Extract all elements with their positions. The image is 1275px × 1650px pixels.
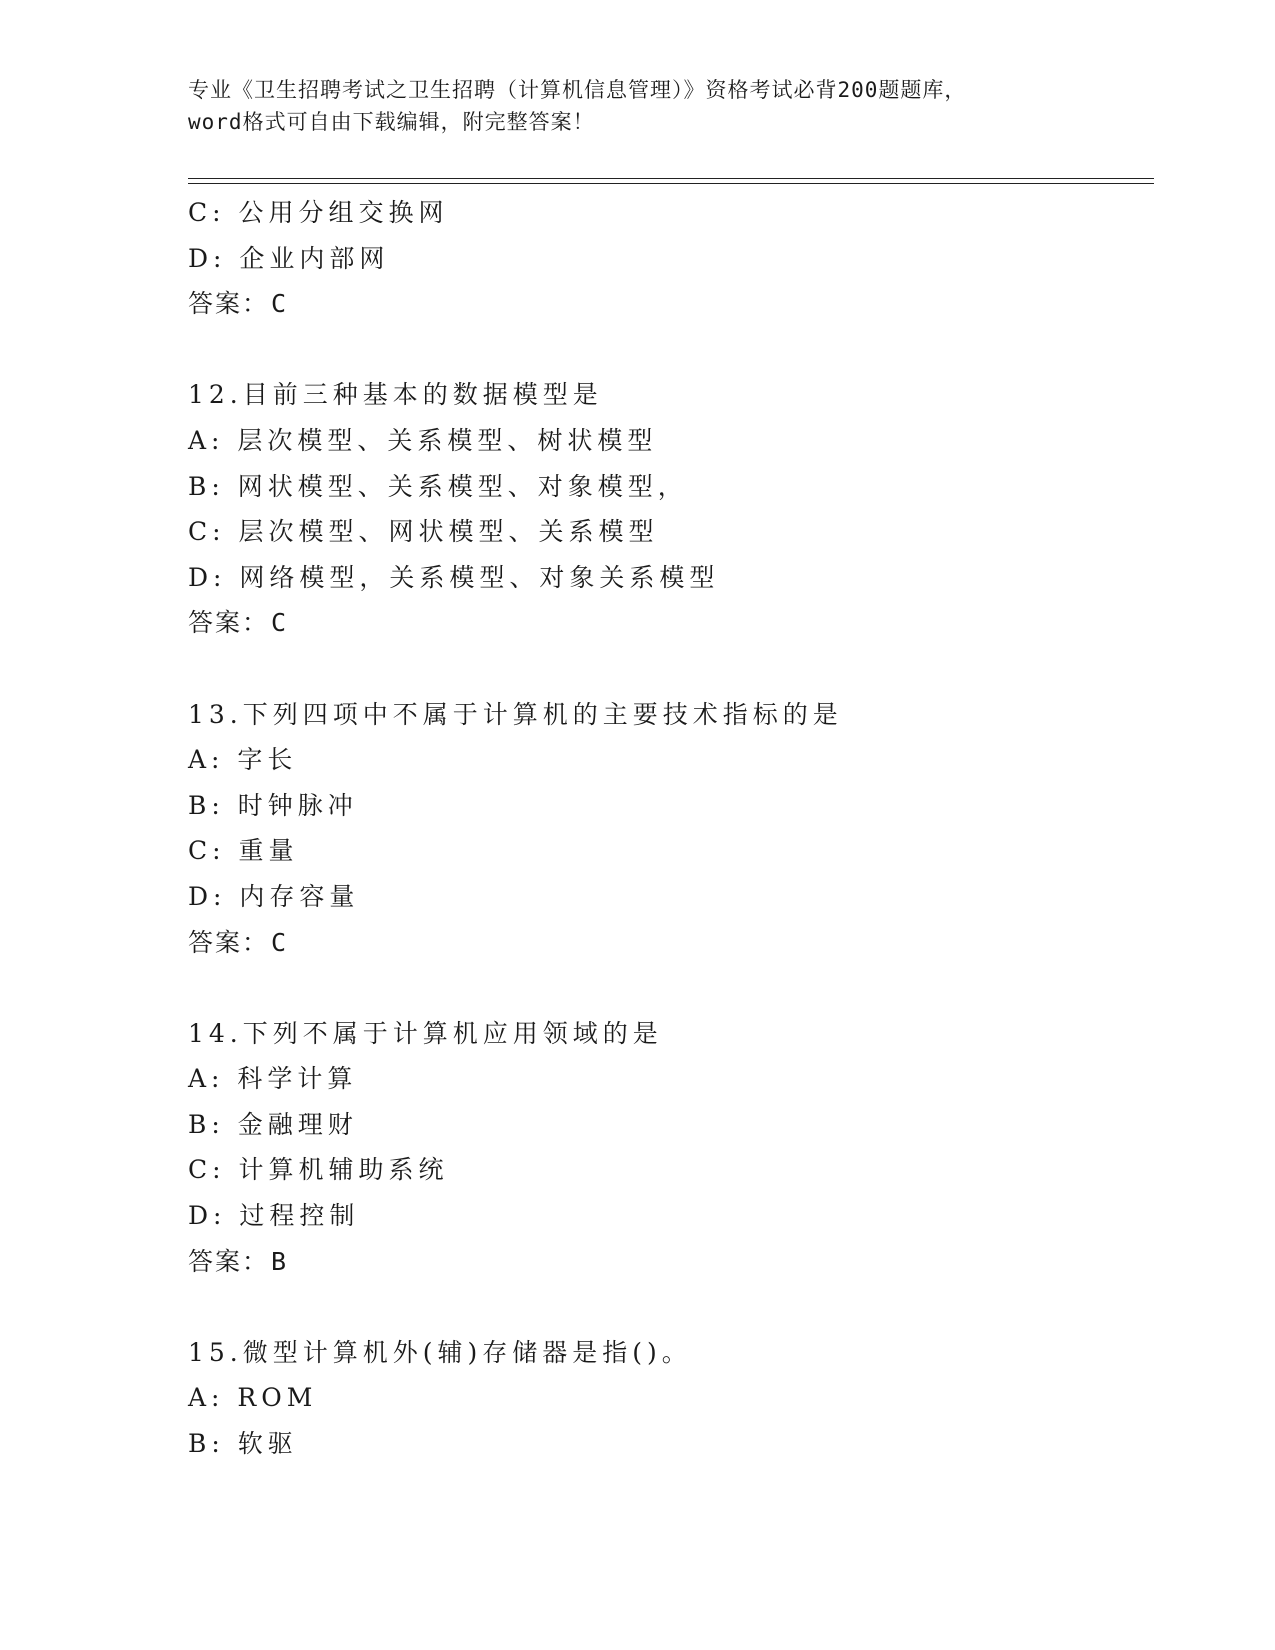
option-d: D: 网络模型，关系模型、对象关系模型 bbox=[188, 562, 720, 592]
answer-value: C bbox=[271, 289, 289, 319]
option-b: B: 金融理财 bbox=[188, 1109, 358, 1139]
question-spacer bbox=[188, 327, 1148, 373]
header-title-line-1: 专业《卫生招聘考试之卫生招聘（计算机信息管理）》资格考试必背200题题库， bbox=[188, 78, 967, 102]
question-stem: 15.微型计算机外(辅)存储器是指()。 bbox=[188, 1337, 692, 1367]
question-12 bbox=[188, 372, 1148, 646]
header-divider-bottom bbox=[188, 183, 1154, 184]
question-13 bbox=[188, 692, 1148, 966]
question-spacer bbox=[188, 965, 1148, 1011]
answer-value: C bbox=[271, 927, 289, 957]
option-a: A: 字长 bbox=[188, 745, 298, 775]
option-a: A: ROM bbox=[188, 1383, 318, 1413]
option-d: D: 企业内部网 bbox=[188, 243, 390, 273]
option-d: D: 过程控制 bbox=[188, 1201, 360, 1231]
question-list bbox=[188, 190, 1148, 1467]
option-a: A: 层次模型、关系模型、树状模型 bbox=[188, 425, 658, 455]
answer-line bbox=[188, 1239, 1148, 1285]
question-fragment bbox=[188, 190, 1148, 327]
answer-line bbox=[188, 920, 1148, 966]
question-stem: 12.目前三种基本的数据模型是 bbox=[188, 380, 603, 410]
option-c: C: 计算机辅助系统 bbox=[188, 1155, 449, 1185]
question-stem: 13.下列四项中不属于计算机的主要技术指标的是 bbox=[188, 699, 843, 729]
answer-label: 答案： bbox=[188, 1246, 270, 1276]
header-divider-top bbox=[188, 178, 1154, 179]
answer-value: C bbox=[271, 608, 289, 638]
option-b: B: 软驱 bbox=[188, 1429, 298, 1459]
document-header bbox=[188, 74, 1088, 138]
option-c: C: 层次模型、网状模型、关系模型 bbox=[188, 517, 659, 547]
question-spacer bbox=[188, 1284, 1148, 1330]
option-a: A: 科学计算 bbox=[188, 1064, 358, 1094]
answer-label: 答案： bbox=[188, 289, 270, 319]
option-d: D: 内存容量 bbox=[188, 881, 360, 911]
option-c: C: 公用分组交换网 bbox=[188, 198, 449, 227]
question-stem: 14.下列不属于计算机应用领域的是 bbox=[188, 1018, 663, 1048]
option-b: B: 时钟脉冲 bbox=[188, 790, 358, 820]
question-14 bbox=[188, 1011, 1148, 1285]
question-15 bbox=[188, 1330, 1148, 1467]
answer-line bbox=[188, 600, 1148, 646]
answer-value: B bbox=[271, 1246, 289, 1276]
answer-line bbox=[188, 281, 1148, 327]
question-spacer bbox=[188, 646, 1148, 692]
option-b: B: 网状模型、关系模型、对象模型， bbox=[188, 471, 688, 501]
answer-label: 答案： bbox=[188, 608, 270, 638]
answer-label: 答案： bbox=[188, 927, 270, 957]
option-c: C: 重量 bbox=[188, 836, 299, 866]
header-title-line-2: word格式可自由下载编辑，附完整答案！ bbox=[188, 110, 595, 134]
